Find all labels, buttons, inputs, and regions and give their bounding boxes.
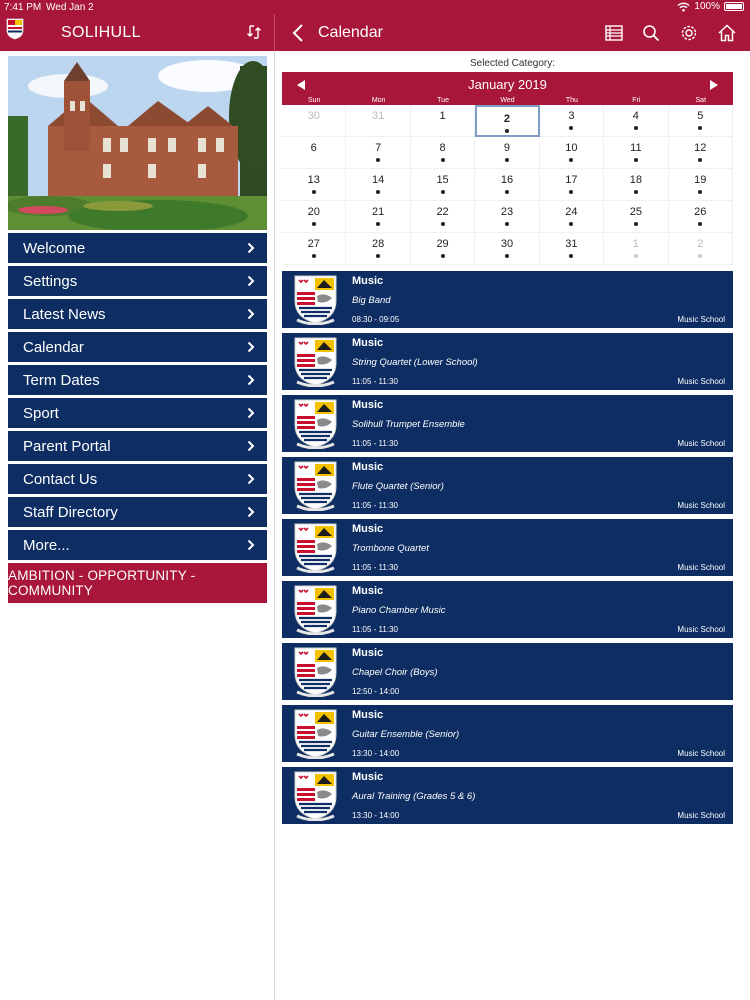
day-number: 20	[307, 206, 320, 218]
event-location: Music School	[677, 315, 725, 324]
calendar-day[interactable]	[475, 137, 539, 169]
calendar-day[interactable]	[411, 105, 475, 137]
day-number: 8	[439, 142, 446, 154]
event-dot	[505, 129, 509, 133]
calendar-day[interactable]	[282, 105, 346, 137]
event-title: Aural Training (Grades 5 & 6)	[352, 791, 476, 802]
day-number: 9	[503, 142, 511, 154]
event-dot	[312, 190, 316, 194]
event-location: Music School	[677, 811, 725, 820]
event-time: 13:30 - 14:00	[352, 811, 400, 820]
event-dot	[441, 222, 445, 226]
event-category: Music	[352, 585, 384, 597]
calendar-day[interactable]	[282, 233, 346, 265]
calendar-day[interactable]	[669, 233, 733, 265]
event-time: 11:05 - 11:30	[352, 377, 398, 386]
chevron-right-icon	[247, 539, 255, 551]
event-title: Flute Quartet (Senior)	[352, 481, 444, 492]
calendar-day[interactable]	[604, 233, 668, 265]
menu-item-label: Staff Directory	[23, 503, 118, 521]
right-header	[275, 14, 750, 51]
event-card[interactable]	[282, 457, 733, 514]
event-title: String Quartet (Lower School)	[352, 357, 478, 368]
day-number: 12	[694, 142, 707, 154]
event-dot	[376, 222, 380, 226]
day-number: 17	[565, 174, 578, 186]
calendar-day[interactable]	[604, 137, 668, 169]
event-title: Big Band	[352, 295, 391, 306]
chevron-right-icon	[247, 308, 255, 320]
day-number: 23	[500, 206, 514, 218]
weekday-label: Sun	[307, 97, 321, 104]
event-dot	[634, 158, 638, 162]
event-location: Music School	[677, 563, 725, 572]
event-card[interactable]	[282, 581, 733, 638]
search-icon[interactable]	[641, 23, 661, 43]
event-dot	[376, 158, 380, 162]
event-location: Music School	[677, 749, 725, 758]
event-list	[282, 271, 733, 829]
event-title: Piano Chamber Music	[352, 605, 446, 616]
event-dot	[441, 254, 445, 258]
event-dot	[505, 190, 509, 194]
weekday-label: Sat	[695, 97, 707, 104]
calendar-day[interactable]	[669, 201, 733, 233]
menu-item[interactable]	[8, 266, 267, 296]
day-number: 30	[500, 238, 514, 250]
menu-item-label: Settings	[23, 272, 78, 290]
event-dot	[634, 254, 638, 258]
school-photo	[8, 56, 267, 230]
status-right	[677, 1, 744, 12]
calendar-day[interactable]	[282, 201, 346, 233]
wifi-icon	[677, 2, 690, 12]
day-number: 19	[694, 174, 707, 186]
school-crest-icon[interactable]	[6, 18, 24, 40]
gear-icon[interactable]	[679, 23, 699, 43]
calendar-day[interactable]	[346, 233, 410, 265]
event-location: Music School	[677, 625, 725, 634]
day-number: 7	[375, 142, 382, 154]
menu-item[interactable]	[8, 530, 267, 560]
event-dot	[569, 254, 573, 258]
event-title: Solihull Trumpet Ensemble	[352, 419, 465, 430]
event-dot	[698, 222, 702, 226]
calendar-month: January 2019	[468, 77, 547, 92]
event-category: Music	[352, 275, 384, 287]
calendar-day-selected[interactable]	[475, 105, 539, 137]
day-number: 29	[436, 238, 449, 250]
day-number: 25	[629, 206, 642, 218]
event-location: Music School	[677, 439, 725, 448]
day-number: 21	[372, 206, 385, 218]
event-card[interactable]	[282, 643, 733, 700]
school-crest-icon	[293, 460, 338, 511]
weekday-label: Wed	[500, 97, 515, 104]
event-dot	[312, 222, 316, 226]
event-time: 11:05 - 11:30	[352, 439, 398, 448]
calendar-day[interactable]	[282, 169, 346, 201]
day-number: 14	[372, 174, 385, 186]
day-number: 27	[307, 238, 320, 250]
day-number: 16	[500, 174, 514, 186]
day-number: 31	[372, 110, 385, 122]
calendar-day[interactable]	[604, 201, 668, 233]
event-dot	[441, 158, 445, 162]
event-category: Music	[352, 461, 384, 473]
menu-item-label: Parent Portal	[23, 437, 111, 455]
day-number: 1	[439, 110, 446, 122]
day-number: 5	[697, 110, 704, 122]
school-crest-icon	[293, 646, 338, 697]
event-card[interactable]	[282, 333, 733, 390]
event-dot	[569, 126, 573, 130]
menu-item[interactable]	[8, 233, 267, 263]
battery-percent: 100%	[694, 1, 720, 12]
calendar-day[interactable]	[411, 201, 475, 233]
event-dot	[634, 126, 638, 130]
calendar-day[interactable]	[540, 137, 604, 169]
calendar-day[interactable]	[475, 169, 539, 201]
event-category: Music	[352, 399, 384, 411]
event-time: 11:05 - 11:30	[352, 501, 398, 510]
event-category: Music	[352, 647, 384, 659]
page-title: Calendar	[318, 24, 383, 41]
event-category: Music	[352, 337, 384, 349]
calendar-day[interactable]	[669, 105, 733, 137]
chevron-right-icon	[247, 242, 255, 254]
chevron-right-icon	[247, 473, 255, 485]
event-dot	[698, 190, 702, 194]
calendar-day[interactable]	[540, 201, 604, 233]
day-number: 24	[565, 206, 578, 218]
event-time: 11:05 - 11:30	[352, 563, 398, 572]
day-number: 15	[436, 174, 449, 186]
menu-item[interactable]	[8, 464, 267, 494]
selected-category-label: Selected Category:	[469, 58, 556, 69]
chevron-right-icon	[247, 374, 255, 386]
calendar-day[interactable]	[346, 137, 410, 169]
weekday-label: Thu	[565, 97, 578, 104]
event-location: Music School	[677, 377, 725, 386]
school-crest-icon	[293, 398, 338, 449]
event-dot	[569, 158, 573, 162]
menu-item[interactable]	[8, 365, 267, 395]
menu-item-label: Contact Us	[23, 470, 98, 488]
event-category: Music	[352, 771, 384, 783]
calendar-day[interactable]	[475, 201, 539, 233]
menu-item-label: Term Dates	[23, 371, 100, 389]
day-number: 3	[568, 110, 575, 122]
event-dot	[569, 190, 573, 194]
day-number: 2	[697, 238, 704, 250]
event-title: Trombone Quartet	[352, 543, 429, 554]
list-view-icon[interactable]	[604, 23, 624, 43]
event-dot	[634, 190, 638, 194]
next-month-icon[interactable]	[710, 80, 718, 90]
menu-item-label: More...	[23, 536, 70, 554]
menu-item[interactable]	[8, 332, 267, 362]
menu-item-label: Sport	[23, 404, 59, 422]
left-header	[0, 14, 274, 51]
weekday-row	[282, 97, 733, 104]
school-crest-icon	[293, 336, 338, 387]
day-number: 22	[436, 206, 449, 218]
back-chevron-icon[interactable]	[291, 23, 305, 43]
event-dot	[441, 190, 445, 194]
event-title: Chapel Choir (Boys)	[352, 667, 438, 678]
event-dot	[634, 222, 638, 226]
day-number: 1	[632, 238, 639, 250]
calendar-grid	[282, 105, 733, 265]
calendar-day[interactable]	[411, 233, 475, 265]
status-bar	[0, 0, 750, 14]
school-crest-icon	[293, 584, 338, 635]
calendar-header	[282, 72, 733, 105]
chevron-right-icon	[247, 440, 255, 452]
weekday-label: Mon	[371, 97, 386, 104]
school-crest-icon	[293, 274, 338, 325]
event-dot	[569, 222, 573, 226]
event-card[interactable]	[282, 271, 733, 328]
app-title: SOLIHULL	[61, 24, 141, 41]
day-number: 31	[565, 238, 578, 250]
chevron-right-icon	[247, 407, 255, 419]
day-number: 28	[372, 238, 385, 250]
main-menu	[8, 233, 267, 563]
event-time: 08:30 - 09:05	[352, 315, 400, 324]
event-title: Guitar Ensemble (Senior)	[352, 729, 460, 740]
event-dot	[505, 158, 509, 162]
weekday-label: Fri	[632, 97, 641, 104]
school-crest-icon	[293, 522, 338, 573]
day-number: 4	[632, 110, 639, 122]
menu-item[interactable]	[8, 431, 267, 461]
calendar-day[interactable]	[540, 169, 604, 201]
calendar-day[interactable]	[669, 137, 733, 169]
menu-item[interactable]	[8, 299, 267, 329]
status-date: Wed Jan 2	[46, 2, 94, 13]
event-card[interactable]	[282, 705, 733, 762]
calendar-day[interactable]	[411, 169, 475, 201]
calendar-day[interactable]	[604, 105, 668, 137]
panel-divider	[274, 51, 275, 1000]
calendar-day[interactable]	[669, 169, 733, 201]
chevron-right-icon	[247, 506, 255, 518]
menu-item-label: Welcome	[23, 239, 86, 257]
event-time: 13:30 - 14:00	[352, 749, 400, 758]
event-dot	[698, 126, 702, 130]
event-time: 11:05 - 11:30	[352, 625, 398, 634]
event-dot	[376, 190, 380, 194]
calendar-day[interactable]	[411, 137, 475, 169]
event-card[interactable]	[282, 767, 733, 824]
menu-item[interactable]	[8, 497, 267, 527]
event-dot	[312, 254, 316, 258]
school-crest-icon	[293, 770, 338, 821]
day-number: 2	[503, 113, 511, 125]
calendar	[282, 72, 733, 265]
event-dot	[376, 254, 380, 258]
day-number: 10	[565, 142, 578, 154]
chevron-right-icon	[247, 275, 255, 287]
battery-icon	[724, 2, 744, 11]
menu-item-label: Latest News	[23, 305, 106, 323]
calendar-day[interactable]	[346, 105, 410, 137]
calendar-day[interactable]	[346, 201, 410, 233]
event-category: Music	[352, 523, 384, 535]
calendar-day[interactable]	[475, 233, 539, 265]
day-number: 6	[310, 142, 317, 154]
calendar-day[interactable]	[346, 169, 410, 201]
status-time: 7:41 PM	[4, 2, 42, 13]
school-crest-icon	[293, 708, 338, 759]
event-time: 12:50 - 14:00	[352, 687, 400, 696]
day-number: 30	[307, 110, 320, 122]
motto-banner[interactable]: AMBITION - OPPORTUNITY - COMMUNITY	[8, 563, 267, 603]
weekday-label: Tue	[437, 97, 449, 104]
event-dot	[698, 254, 702, 258]
calendar-day[interactable]	[540, 105, 604, 137]
calendar-day[interactable]	[540, 233, 604, 265]
chevron-right-icon	[247, 341, 255, 353]
sync-icon[interactable]	[245, 23, 263, 41]
day-number: 11	[630, 142, 642, 154]
day-number: 26	[694, 206, 707, 218]
calendar-day[interactable]	[282, 137, 346, 169]
event-category: Music	[352, 709, 384, 721]
event-dot	[505, 254, 509, 258]
event-dot	[698, 158, 702, 162]
event-card[interactable]	[282, 519, 733, 576]
event-dot	[505, 222, 509, 226]
event-location: Music School	[677, 501, 725, 510]
calendar-day[interactable]	[604, 169, 668, 201]
day-number: 13	[307, 174, 320, 186]
menu-item-label: Calendar	[23, 338, 84, 356]
menu-item[interactable]	[8, 398, 267, 428]
event-card[interactable]	[282, 395, 733, 452]
home-icon[interactable]	[717, 23, 737, 43]
day-number: 18	[629, 174, 642, 186]
